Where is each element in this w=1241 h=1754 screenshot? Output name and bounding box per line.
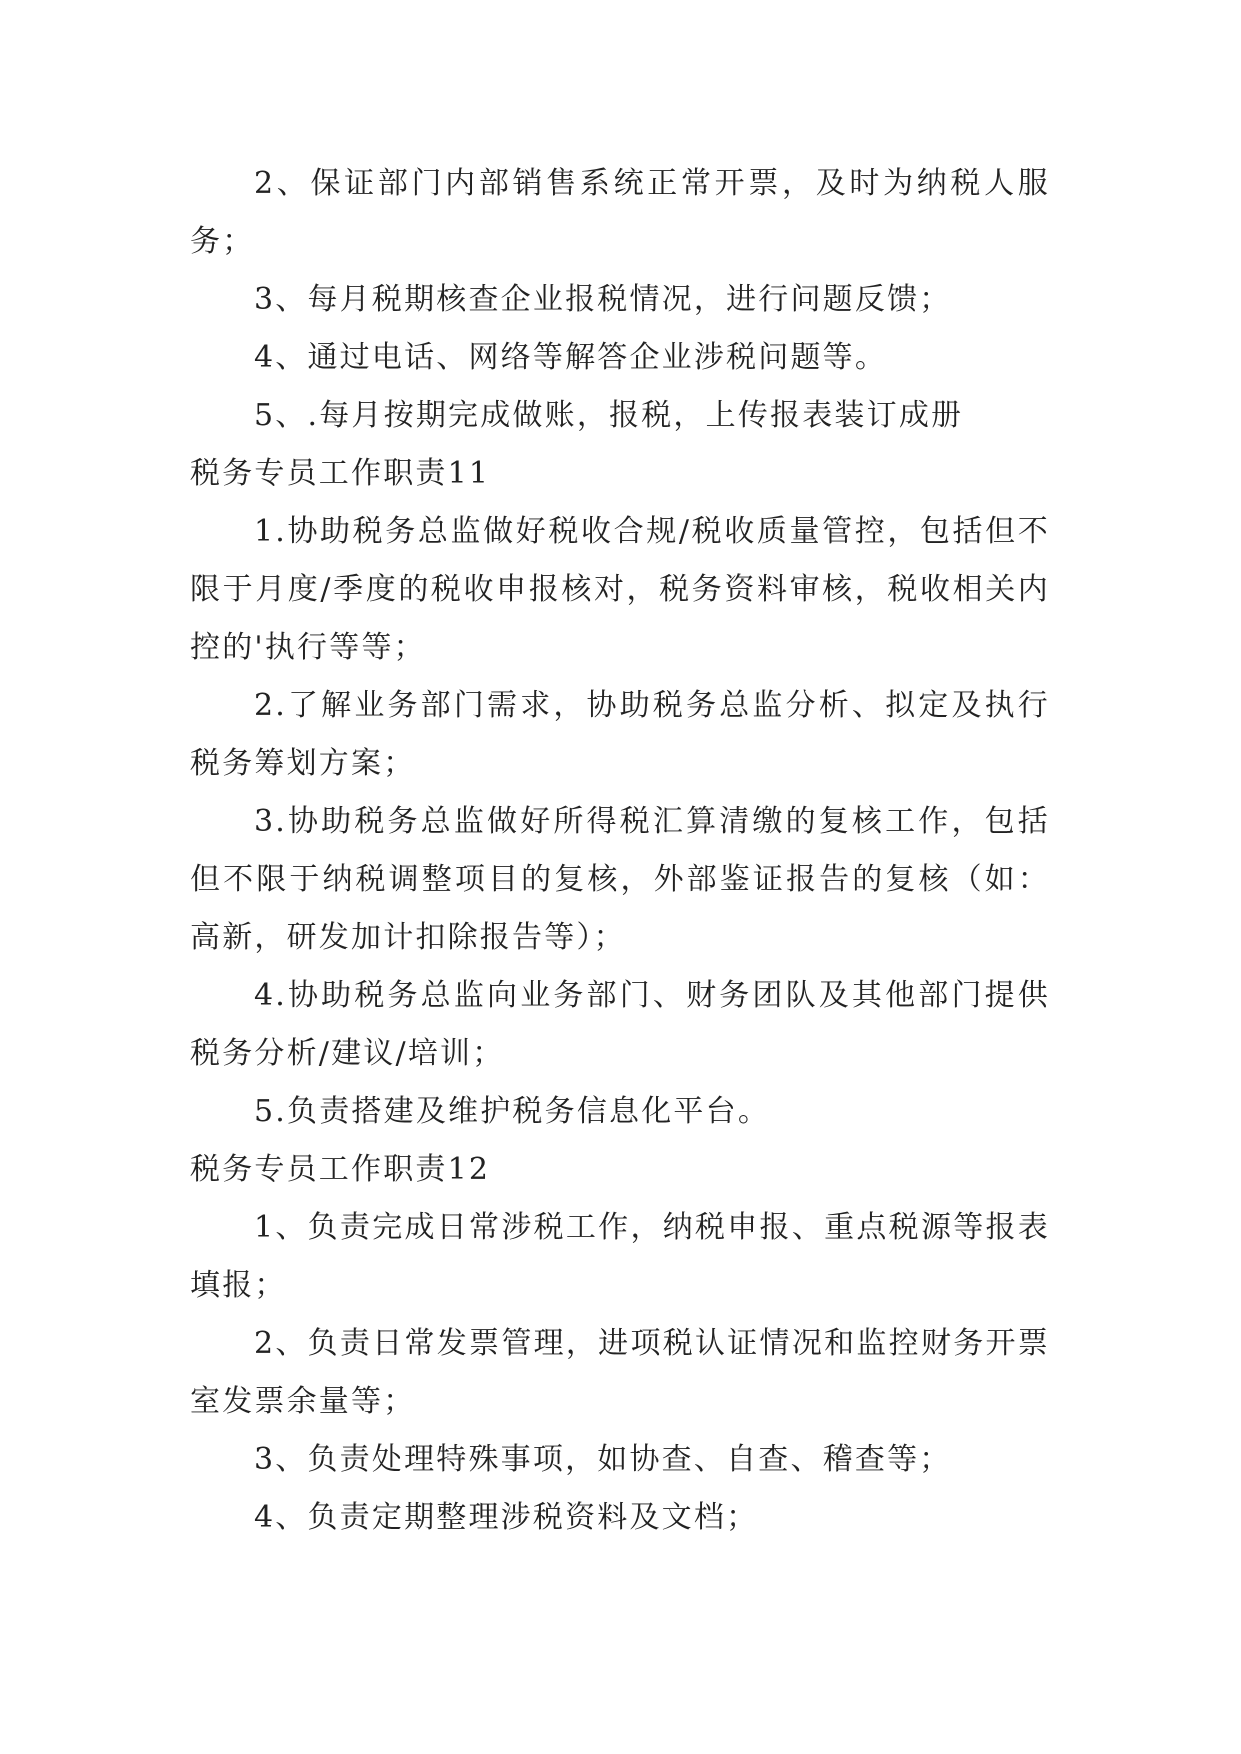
paragraph-item-2-invoicing: 2、保证部门内部销售系统正常开票，及时为纳税人服务；: [190, 166, 1050, 259]
document-body: [190, 155, 1050, 1547]
paragraph-item-2-invoice-management: 2、负责日常发票管理，进项税认证情况和监控财务开票室发票余量等；: [190, 1326, 1050, 1419]
paragraph-item-5-platform: 5.负责搭建及维护税务信息化平台。: [254, 1094, 771, 1129]
paragraph-item-3-special-matters: 3、负责处理特殊事项，如协查、自查、稽查等；: [254, 1442, 952, 1477]
paragraph-item-5-bookkeeping: 5、.每月按期完成做账，报税，上传报表装订成册: [254, 398, 964, 433]
paragraph-item-2-tax-planning: 2.了解业务部门需求，协助税务总监分析、拟定及执行税务筹划方案；: [190, 688, 1050, 781]
paragraph-item-4-advice-training: 4.协助税务总监向业务部门、财务团队及其他部门提供税务分析/建议/培训；: [190, 978, 1050, 1071]
paragraph-item-4-archive: 4、负责定期整理涉税资料及文档；: [254, 1500, 759, 1535]
paragraph-item-1-compliance: 1.协助税务总监做好税收合规/税收质量管控，包括但不限于月度/季度的税收申报核对，税务资料审核，税收相关内控的'执行等等；: [190, 514, 1050, 665]
section-heading-11: 税务专员工作职责11: [190, 456, 491, 491]
paragraph-item-1-daily-tax-work: 1、负责完成日常涉税工作，纳税申报、重点税源等报表填报；: [190, 1210, 1050, 1303]
paragraph-item-4-answer-questions: 4、通过电话、网络等解答企业涉税问题等。: [254, 340, 888, 375]
section-heading-12: 税务专员工作职责12: [190, 1152, 491, 1187]
paragraph-item-3-monthly-check: 3、每月税期核查企业报税情况，进行问题反馈；: [254, 282, 952, 317]
paragraph-item-3-income-tax: 3.协助税务总监做好所得税汇算清缴的复核工作，包括但不限于纳税调整项目的复核，外部鉴证报告的复核（如：高新，研发加计扣除报告等）；: [190, 804, 1050, 955]
